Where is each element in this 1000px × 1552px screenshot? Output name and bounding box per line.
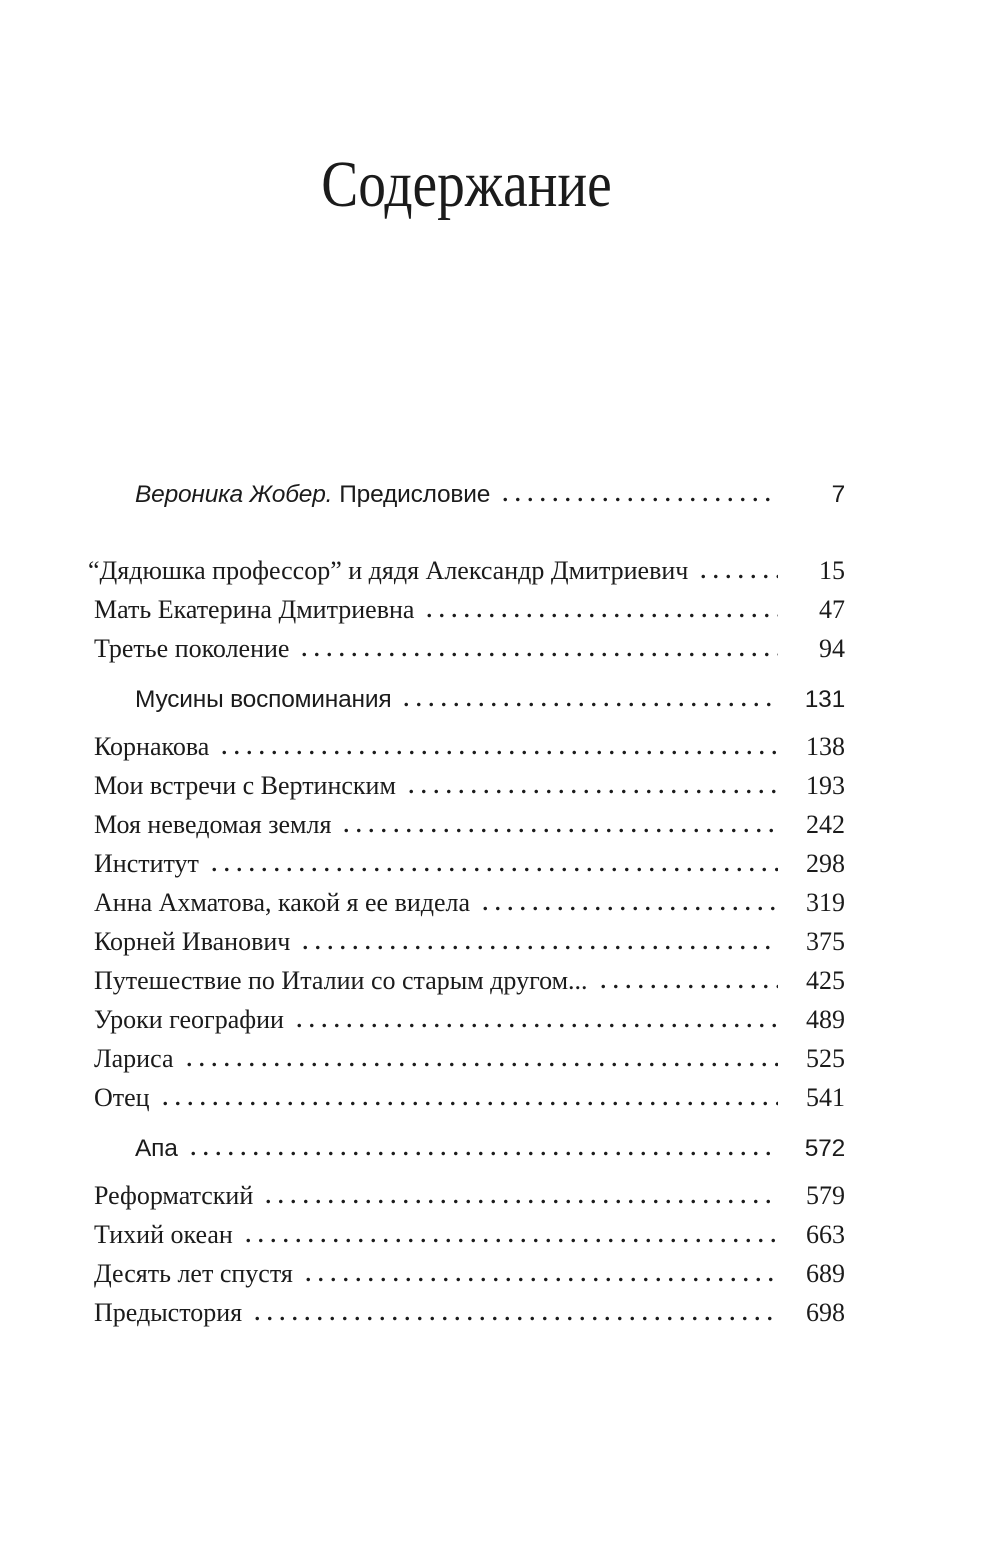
toc-entry-label: Десять лет спустя: [94, 1259, 293, 1288]
toc-entry: [88, 1000, 845, 1039]
toc-entry: [88, 629, 845, 668]
dot-leader: [187, 1151, 778, 1156]
toc-entry-title: [135, 680, 391, 719]
toc-entry-page-number: 525: [806, 1044, 845, 1073]
toc-entry-title: [94, 1000, 284, 1039]
toc-entry-page-number: 298: [806, 849, 845, 878]
dot-leader: [293, 1023, 778, 1028]
toc-entry-label: Мать Екатерина Дмитриевна: [94, 595, 415, 624]
toc-entry: [88, 766, 845, 805]
toc-entry-label: “Дядюшка профессор” и дядя Александр Дмитриевич: [88, 556, 689, 585]
toc-entry: [88, 1078, 845, 1117]
toc-entry-page-number: 193: [806, 771, 845, 800]
toc-entry-label: Мои встречи с Вертинским: [94, 771, 396, 800]
toc-entry-page-number: 572: [804, 1135, 845, 1162]
toc-entry-label: Реформатский: [94, 1181, 254, 1210]
toc-entry-title: [135, 475, 490, 514]
toc-entry: [88, 805, 845, 844]
toc-entry-title: [94, 1254, 293, 1293]
table-of-contents: [88, 475, 845, 1332]
toc-entry-author: Вероника Жобер.: [135, 481, 333, 508]
toc-entry: [88, 844, 845, 883]
toc-entry-label: Лариса: [94, 1044, 174, 1073]
toc-entry: [88, 1254, 845, 1293]
toc-entry-label: Корней Иванович: [94, 927, 291, 956]
toc-entry-label: Путешествие по Италии со старым другом...: [94, 966, 588, 995]
toc-entry: [88, 1039, 845, 1078]
page-content: [88, 0, 845, 1332]
toc-entry-page-number: 131: [804, 686, 845, 713]
toc-entry-label: Корнакова: [94, 732, 210, 761]
dot-leader: [697, 574, 778, 579]
toc-entry-label: Отец: [94, 1083, 150, 1112]
toc-entry: [88, 727, 845, 766]
toc-entry-title: [94, 1078, 150, 1117]
dot-leader: [405, 789, 778, 794]
toc-entry-title: [94, 922, 290, 961]
toc-entry: [88, 475, 845, 514]
toc-entry-label: Анна Ахматова, какой я ее видела: [94, 888, 471, 917]
toc-entry-title: [94, 844, 199, 883]
toc-entry: [88, 590, 845, 629]
toc-entry: [88, 1293, 845, 1332]
toc-entry-title: [88, 551, 688, 590]
toc-entry-page-number: 94: [819, 634, 845, 663]
toc-entry-title: [94, 766, 396, 805]
toc-entry-label: Моя неведомая земля: [94, 810, 332, 839]
toc-entry: [88, 551, 845, 590]
toc-entry-label: Уроки географии: [94, 1005, 284, 1034]
toc-entry-label: Предисловие: [339, 481, 491, 508]
toc-entry-label: Мусины воспоминания: [135, 686, 392, 713]
dot-leader: [499, 497, 778, 502]
toc-entry-title: [94, 727, 209, 766]
dot-leader: [298, 652, 778, 657]
toc-entry-page-number: 698: [806, 1298, 845, 1327]
toc-entry: [88, 1176, 845, 1215]
toc-entry-title: [94, 1215, 233, 1254]
toc-entry-title: [135, 1129, 178, 1168]
dot-leader: [242, 1238, 778, 1243]
toc-entry-page-number: 15: [819, 556, 845, 585]
toc-entry-page-number: 319: [806, 888, 845, 917]
toc-entry-page-number: 138: [806, 732, 845, 761]
toc-entry: [88, 961, 845, 1000]
toc-entry-title: [94, 883, 470, 922]
dot-leader: [183, 1062, 779, 1067]
toc-entry-label: Институт: [94, 849, 199, 878]
toc-entry-title: [94, 805, 331, 844]
toc-entry-page-number: 7: [831, 481, 845, 508]
toc-entry-page-number: 663: [806, 1220, 845, 1249]
toc-entry: [88, 680, 845, 719]
dot-leader: [597, 984, 778, 989]
dot-leader: [400, 702, 778, 707]
toc-entry-title: [94, 590, 414, 629]
dot-leader: [423, 613, 778, 618]
dot-leader: [299, 945, 778, 950]
toc-entry: [88, 922, 845, 961]
toc-entry-page-number: 47: [819, 595, 845, 624]
toc-entry-title: [94, 1039, 174, 1078]
toc-entry-label: Третье поколение: [94, 634, 290, 663]
toc-entry-page-number: 375: [806, 927, 845, 956]
toc-entry: [88, 1215, 845, 1254]
toc-entry: [88, 883, 845, 922]
toc-entry-page-number: 541: [806, 1083, 845, 1112]
dot-leader: [251, 1316, 778, 1321]
toc-entry-label: Апа: [135, 1135, 178, 1162]
dot-leader: [479, 906, 778, 911]
page-title: Содержание: [321, 148, 612, 221]
toc-entry-page-number: 689: [806, 1259, 845, 1288]
toc-entry-page-number: 489: [806, 1005, 845, 1034]
toc-entry-label: Предыстория: [94, 1298, 243, 1327]
toc-entry-title: [94, 629, 289, 668]
toc-entry-page-number: 425: [806, 966, 845, 995]
dot-leader: [159, 1101, 778, 1106]
dot-leader: [302, 1277, 778, 1282]
dot-leader: [340, 828, 778, 833]
toc-entry-title: [94, 1176, 253, 1215]
toc-entry-title: [94, 1293, 242, 1332]
toc-entry-label: Тихий океан: [94, 1220, 233, 1249]
dot-leader: [218, 750, 778, 755]
toc-entry-page-number: 242: [806, 810, 845, 839]
toc-entry-page-number: 579: [806, 1181, 845, 1210]
toc-entry: [88, 1129, 845, 1168]
toc-entry-title: [94, 961, 588, 1000]
dot-leader: [262, 1199, 778, 1204]
dot-leader: [208, 867, 778, 872]
